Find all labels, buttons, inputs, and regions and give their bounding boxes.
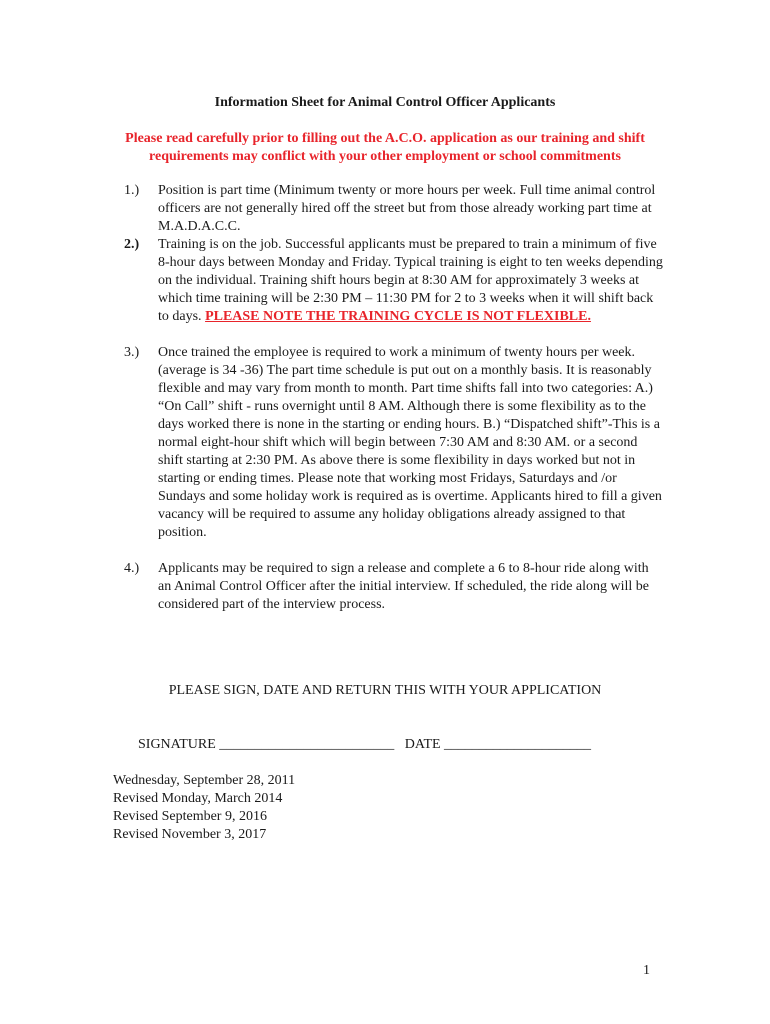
list-item [124, 560, 664, 614]
revision-date: Revised November 3, 2017 [113, 827, 267, 842]
revision-date: Wednesday, September 28, 2011 [113, 773, 296, 788]
item-text: Position is part time (Minimum twenty or more hours per week. Full time animal control officers are not generally hired off the street but from those already working part time at M.A.D.A.C.C. [158, 183, 656, 234]
training-cycle-emphasis: PLEASE NOTE THE TRAINING CYCLE IS NOT FLEXIBLE. [205, 309, 591, 324]
requirements-list [124, 182, 664, 614]
item-number: 3.) [124, 345, 140, 360]
list-item [124, 344, 664, 542]
item-text: Once trained the employee is required to work a minimum of twenty hours per week. (average is 34 -36) The part time schedule is put out on a monthly basis. It is reasonably flexible and may vary from month to month. Part time shifts fall into two categories: A.) “On Call” shift - runs overnight until 8 AM. Although there is some flexibility as to the days worked there is none in the starting or ending hours. B.) “Dispatched shift”-This is a normal eight-hour shift which will begin between 7:30 AM and 8:30 AM. or a second shift starting at 2:30 PM. As above there is some flexibility in days worked but not in starting or ending times. Please note that working most Fridays, Saturdays and /or Sundays and some holiday work is required as is overtime. Applicants hired to fill a given vacancy will be required to assume any holiday obligations already assigned to that position. [158, 345, 662, 540]
item-number: 4.) [124, 561, 140, 576]
revision-dates [113, 772, 295, 844]
item-number: 1.) [124, 183, 140, 198]
item-text: Applicants may be required to sign a release and complete a 6 to 8-hour ride along with an Animal Control Officer after the initial interview. If scheduled, the ride along will be considered part of the interview process. [158, 561, 650, 612]
document-title: Information Sheet for Animal Control Officer Applicants [214, 95, 556, 110]
item-body: Training is on the job. Successful applicants must be prepared to train a minimum of five 8-hour days between Monday and Friday. Typical training is eight to ten weeks depending on the individual. Training shift hours begin at 8:30 AM for approximately 3 weeks at which time training will be 2:30 PM – 11:30 PM for 2 to 3 weeks when it will shift back to days. [158, 237, 663, 324]
warning-notice: Please read carefully prior to filling out the A.C.O. application as our training and shift requirements may conflict with your other employment or school commitments [125, 131, 645, 164]
page-number: 1 [643, 963, 650, 978]
item-number: 2.) [124, 237, 140, 252]
date-line[interactable]: DATE _____________________ [404, 737, 592, 752]
signature-line[interactable]: SIGNATURE _________________________ [138, 737, 395, 752]
revision-date: Revised September 9, 2016 [113, 809, 267, 824]
revision-date: Revised Monday, March 2014 [113, 791, 283, 806]
signature-row [138, 736, 591, 754]
list-item [124, 236, 664, 326]
item-text [158, 236, 664, 326]
list-item [124, 182, 664, 236]
sign-instruction: PLEASE SIGN, DATE AND RETURN THIS WITH YOUR APPLICATION [168, 683, 602, 698]
